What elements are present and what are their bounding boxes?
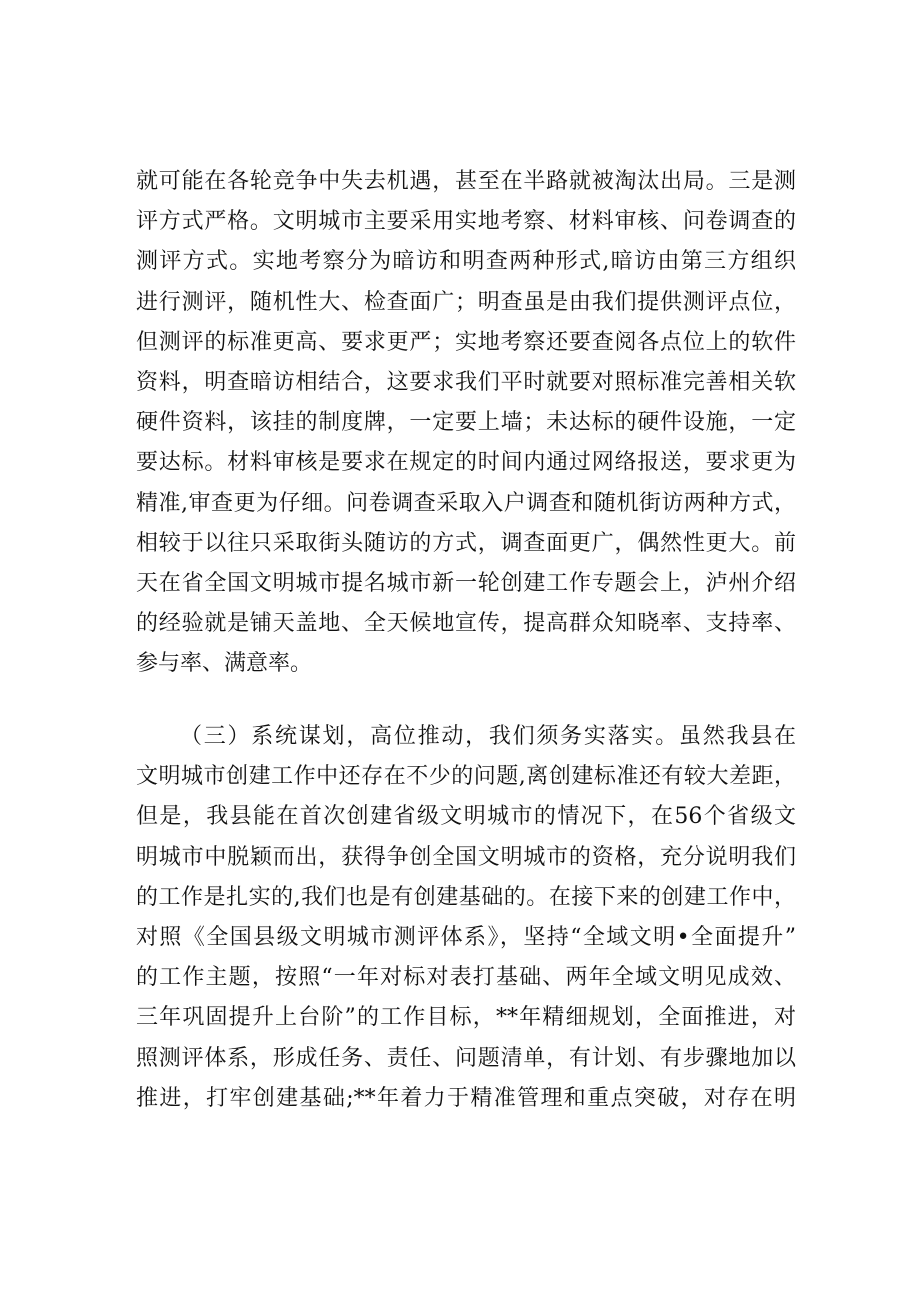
text-line: 推进，打牢创建基础;**年着力于精准管理和重点突破，对存在明 bbox=[136, 1085, 796, 1111]
text-line: 参与率、满意率。 bbox=[136, 651, 313, 677]
text-line: 精准,审查更为仔细。问卷调查采取入户调查和随机街访两种方式， bbox=[136, 490, 796, 516]
text-line: 三年巩固提升上台阶”的工作目标，**年精细规划，全面推进，对 bbox=[136, 1005, 796, 1031]
text-line: 就可能在各轮竞争中失去机遇，甚至在半路就被淘汰出局。三是测 bbox=[136, 169, 796, 194]
text-line: 要达标。材料审核是要求在规定的时间内通过网络报送，要求更为 bbox=[136, 450, 796, 476]
text-line: 资料，明查暗访相结合，这要求我们平时就要对照标准完善相关软 bbox=[136, 369, 796, 395]
paragraph-section-three bbox=[136, 717, 796, 1119]
text-line: 对照《全国县级文明城市测评体系》，坚持“全域文明•全面提升” bbox=[136, 924, 796, 950]
text-line: 相较于以往只采取街头随访的方式，调查面更广，偶然性更大。前 bbox=[136, 530, 796, 556]
text-line: 但是，我县能在首次创建省级文明城市的情况下，在56个省级文 bbox=[136, 804, 796, 830]
text-line: 的经验就是铺天盖地、全天候地宣传，提高群众知晓率、支持率、 bbox=[136, 611, 796, 637]
text-line: 文明城市创建工作中还存在不少的问题,离创建标准还有较大差距， bbox=[136, 764, 796, 790]
text-line: 明城市中脱颖而出，获得争创全国文明城市的资格，充分说明我们 bbox=[136, 844, 796, 870]
text-line: 天在省全国文明城市提名城市新一轮创建工作专题会上，泸州介绍 bbox=[136, 570, 796, 596]
paragraph-testing-methods bbox=[136, 162, 796, 684]
text-line: 的工作主题，按照“一年对标对表打基础、两年全域文明见成效、 bbox=[136, 965, 796, 991]
text-line: 的工作是扎实的,我们也是有创建基础的。在接下来的创建工作中， bbox=[136, 884, 796, 910]
section-heading-line: （三）系统谋划，高位推动，我们须务实落实。虽然我县在 bbox=[180, 724, 796, 749]
text-line: 进行测评，随机性大、检查面广；明查虽是由我们提供测评点位， bbox=[136, 289, 796, 315]
text-line: 评方式严格。文明城市主要采用实地考察、材料审核、问卷调查的 bbox=[136, 209, 796, 235]
text-line: 照测评体系，形成任务、责任、问题清单，有计划、有步骤地加以 bbox=[136, 1045, 796, 1071]
text-line: 但测评的标准更高、要求更严；实地考察还要查阅各点位上的软件 bbox=[136, 329, 796, 355]
text-line: 测评方式。实地考察分为暗访和明查两种形式,暗访由第三方组织 bbox=[136, 249, 796, 275]
text-line: 硬件资料，该挂的制度牌，一定要上墙；未达标的硬件设施，一定 bbox=[136, 410, 796, 436]
